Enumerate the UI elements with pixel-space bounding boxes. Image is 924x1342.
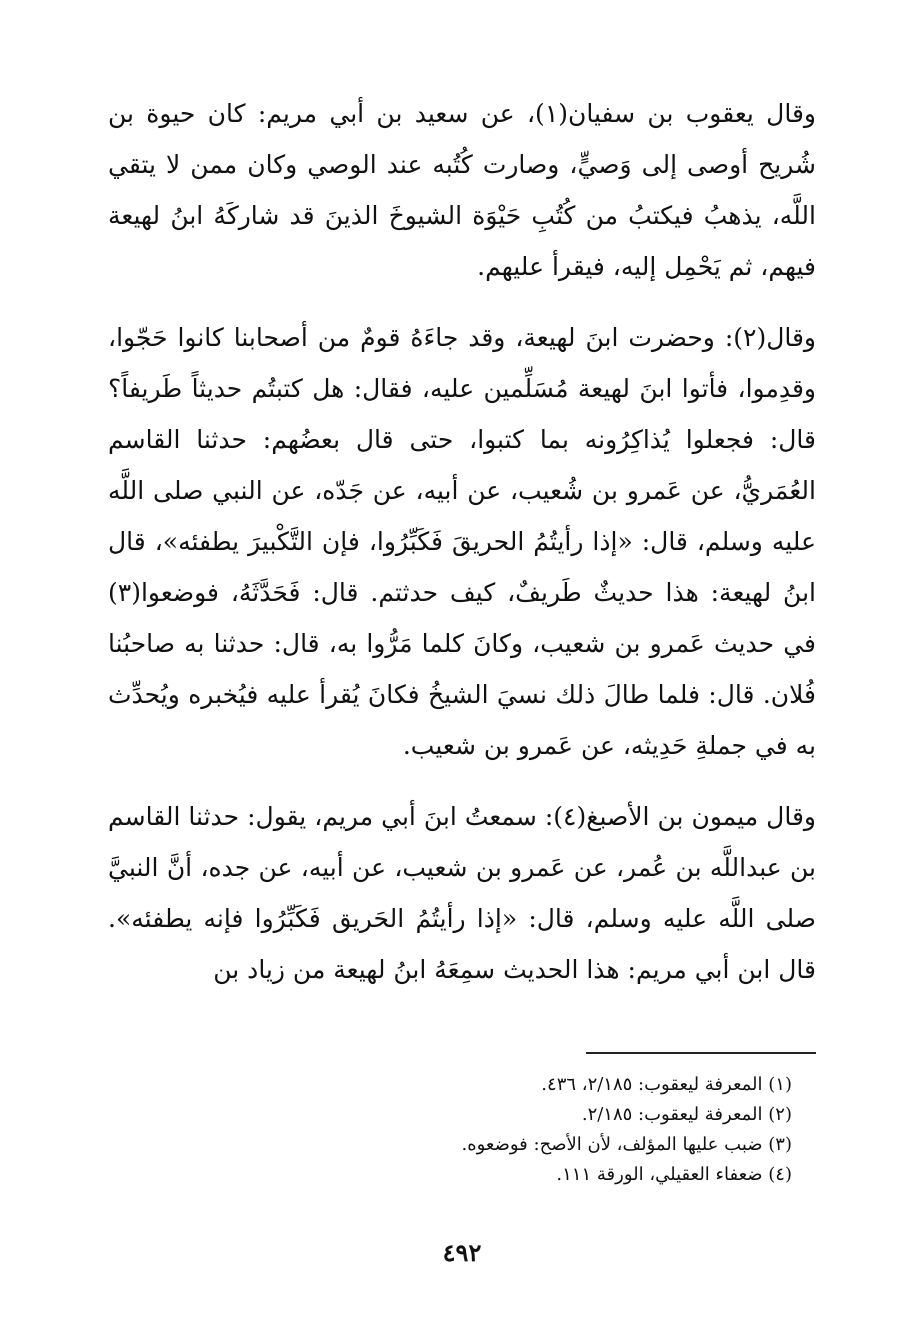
paragraph-2: وقال(٢): وحضرت ابنَ لهيعة، وقد جاءَهُ قومٌ من أصحابنا كانوا حَجّوا، وقدِموا، فأتوا ابنَ لهيعة مُسَلِّمين عليه، فقال: هل كتبتُم حديثاً طَريفاً؟ قال: فجعلوا يُذاكِرُونه بما كتبوا، حتى قال بعضُهم: حدثنا القاسم العُمَريُّ، عن عَمرو بن شُعيب، عن أبيه، عن جَدّه، عن النبي صلى اللَّه عليه وسلم، قال: «إذا رأيتُمُ الحريقَ فَكَبِّرُوا، فإن التَّكْبيرَ يطفئه»، قال ابنُ لهيعة: هذا حديثٌ طَريفٌ، كيف حدثتم. قال: فَحَدَّثَهُ، فوضعوا(٣) في حديث عَمرو بن شعيب، وكانَ كلما مَرُّوا به، قال: حدثنا به صاحبُنا فُلان. قال: فلما طالَ ذلك نسيَ الشيخُ فكانَ يُقرأ عليه فيُخبره ويُحدِّث به في جملةِ حَدِيثه، عن عَمرو بن شعيب. [108, 323, 816, 760]
footnotes [108, 1070, 792, 1190]
main-text [108, 88, 816, 995]
paragraph-3: وقال ميمون بن الأصبغ(٤): سمعتُ ابنَ أبي مريم، يقول: حدثنا القاسم بن عبداللَّه بن عُمر، عن عَمرو بن شعيب، عن أبيه، عن جده، أنَّ النبيَّ صلى اللَّه عليه وسلم، قال: «إذا رأيتُمُ الحَريق فَكَبِّرُوا فإنه يطفئه». قال ابن أبي مريم: هذا الحديث سمِعَهُ ابنُ لهيعة من زياد بن [108, 802, 816, 984]
footnote-3: (٣) ضبب عليها المؤلف، لأن الأصح: فوضعوه. [461, 1134, 792, 1155]
footnote-2: (٢) المعرفة ليعقوب: ٢/١٨٥. [581, 1104, 792, 1125]
footnote-separator [586, 1052, 816, 1054]
page-number: ٤٩٢ [442, 1238, 482, 1267]
paragraph-1: وقال يعقوب بن سفيان(١)، عن سعيد بن أبي مريم: كان حيوة بن شُريح أوصى إلى وَصيٍّ، وصارت كُتُبه عند الوصي وكان ممن لا يتقي اللَّه، يذهبُ فيكتبُ من كُتُبِ حَيْوَة الشيوخَ الذينَ قد شاركَهُ ابنُ لهيعة فيهم، ثم يَحْمِل إليه، فيقرأ عليهم. [108, 99, 816, 281]
footnote-1: (١) المعرفة ليعقوب: ٢/١٨٥، ٤٣٦. [541, 1074, 792, 1095]
footnote-4: (٤) ضعفاء العقيلي، الورقة ١١١. [556, 1164, 792, 1185]
